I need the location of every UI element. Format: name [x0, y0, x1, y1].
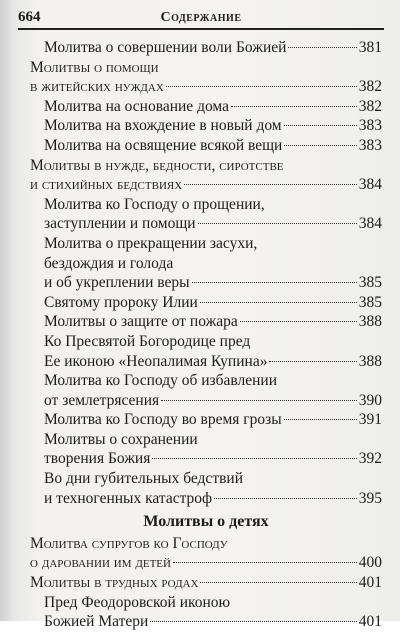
toc-entry [44, 97, 382, 117]
toc-entry [30, 58, 382, 97]
section-heading: Молитвы о детях [143, 513, 269, 531]
toc-entry [44, 593, 382, 632]
toc-entry [44, 469, 382, 508]
dot-leader [284, 419, 357, 420]
toc-entry-leader-row [44, 293, 382, 313]
toc-entry [44, 332, 382, 371]
toc-entry-leader-row [44, 116, 382, 136]
dot-leader [200, 302, 357, 303]
dot-leader [192, 282, 357, 283]
toc-entry-leader-row [30, 77, 382, 97]
dot-leader [240, 321, 357, 322]
toc-entry-leader-row [44, 410, 382, 430]
toc-entry-page-number: 382 [358, 97, 382, 115]
dot-leader [284, 125, 357, 126]
toc-entry-leader-row [44, 449, 382, 469]
toc-entry-title-line: Молитвы в нужде, бедности, сиротстве [30, 156, 284, 174]
toc-entry [44, 410, 382, 430]
toc-entry [30, 156, 382, 195]
toc-entry [44, 312, 382, 332]
toc-entry-leader-row [44, 312, 382, 332]
toc-entry-page-number: 383 [358, 136, 382, 154]
dot-leader [231, 106, 357, 107]
toc-entry-leader-row [44, 38, 382, 58]
toc-entry-leader-row [30, 553, 382, 573]
toc-entry-title-line: Молитвы о сохранении [44, 430, 198, 448]
toc-entry-leader-row [44, 352, 382, 372]
toc-entry [30, 573, 382, 593]
toc-entry [30, 534, 382, 573]
toc-entry-title-line: Молитва ко Господу об избавлении [44, 372, 278, 390]
dot-leader [152, 458, 356, 459]
toc-entry-title-line: Ко Пресвятой Богородице пред [44, 332, 251, 350]
toc-entry [44, 136, 382, 156]
toc-entry-title-line: Молитвы о помощи [30, 58, 159, 76]
toc-entry [44, 293, 382, 313]
toc-entry-title-line: о даровании им детей [30, 554, 171, 572]
toc-entry-page-number: 395 [358, 489, 382, 507]
toc-entry-title-line: Молитва ко Господу во время грозы [44, 411, 282, 429]
toc-entry [44, 38, 382, 58]
toc-entry-title-line: Молитва на вхождение в новый дом [44, 117, 282, 135]
toc-entry-title-line: Молитва супругов ко Господу [30, 534, 228, 552]
dot-leader [166, 86, 357, 87]
toc-entry [44, 116, 382, 136]
toc-entry-title-line: в житейских нуждах [30, 78, 164, 96]
toc-entry-page-number: 384 [358, 215, 382, 233]
dot-leader [173, 562, 357, 563]
dot-leader [214, 498, 357, 499]
toc-entry-title-line: и техногенных катастроф [44, 489, 213, 507]
toc-list [30, 38, 382, 508]
toc-entry-page-number: 388 [358, 352, 382, 370]
toc-list [30, 534, 382, 632]
toc-entry-title-line: Ее иконою «Неопалимая Купина» [44, 352, 268, 370]
toc-entry-page-number: 401 [358, 574, 382, 592]
toc-entry-page-number: 383 [358, 117, 382, 135]
dot-leader [288, 47, 356, 48]
toc-entry-title-line: Молитвы о защите от пожара [44, 313, 238, 331]
toc-entry-page-number: 382 [358, 78, 382, 96]
toc-entry-page-number: 385 [358, 293, 382, 311]
toc-entry-title-line: Святому пророку Илии [44, 293, 198, 311]
toc-entry-page-number: 384 [358, 176, 382, 194]
toc-entry [44, 195, 382, 234]
toc-entry-title-line: Молитва о прекращении засухи, [44, 234, 258, 252]
toc-entry-leader-row [30, 573, 382, 593]
toc-entry-leader-row [30, 175, 382, 195]
running-title: Содержание [160, 10, 242, 25]
toc-entry-title-line: и стихийных бедствиях [30, 176, 183, 194]
toc-entry [44, 371, 382, 410]
dot-leader [150, 621, 356, 622]
toc-entry-page-number: 385 [358, 274, 382, 292]
dot-leader [184, 184, 357, 185]
toc-entry-title-line: Молитва на освящение всякой вещи [44, 136, 283, 154]
dot-leader [198, 223, 357, 224]
toc-entry-title-line: Молитва на основание дома [44, 97, 229, 115]
toc-entry-title-line: бездождия и голода [44, 254, 174, 272]
toc-entry-page-number: 391 [358, 411, 382, 429]
toc-entry-title-line: Божией Матери [44, 613, 149, 631]
table-of-contents [30, 38, 382, 632]
toc-entry-page-number: 390 [358, 391, 382, 409]
toc-entry-page-number: 381 [358, 39, 382, 56]
toc-entry-title-line: творения Божия [44, 450, 151, 468]
toc-entry [44, 234, 382, 293]
toc-entry-leader-row [44, 273, 382, 293]
toc-entry-title-line: Во дни губительных бедствий [44, 470, 243, 488]
toc-entry-title-line: заступлении и помощи [44, 215, 196, 233]
toc-entry-leader-row [44, 136, 382, 156]
toc-entry-leader-row [44, 97, 382, 117]
toc-entry-title-line: Молитва ко Господу о прощении, [44, 195, 265, 213]
toc-entry [44, 430, 382, 469]
dot-leader [200, 582, 356, 583]
toc-entry-page-number: 400 [358, 554, 382, 572]
toc-entry-title-line: и об укреплении веры [44, 274, 190, 292]
toc-entry-leader-row [44, 612, 382, 632]
toc-entry-page-number: 401 [358, 613, 382, 631]
toc-entry-title-line: Молитва о совершении воли Божией [44, 39, 287, 56]
toc-entry-title-line: от землетрясения [44, 391, 160, 409]
dot-leader [269, 361, 356, 362]
toc-entry-title-line: Пред Феодоровской иконою [44, 593, 231, 611]
toc-entry-leader-row [44, 214, 382, 234]
toc-entry-leader-row [44, 489, 382, 509]
page-number: 664 [18, 9, 41, 25]
dot-leader [161, 400, 357, 401]
toc-entry-title-line: Молитвы в трудных родах [30, 574, 199, 592]
toc-entry-leader-row [44, 391, 382, 411]
page-header [18, 6, 384, 30]
toc-entry-page-number: 388 [358, 313, 382, 331]
dot-leader [284, 145, 356, 146]
toc-entry-page-number: 392 [358, 450, 382, 468]
